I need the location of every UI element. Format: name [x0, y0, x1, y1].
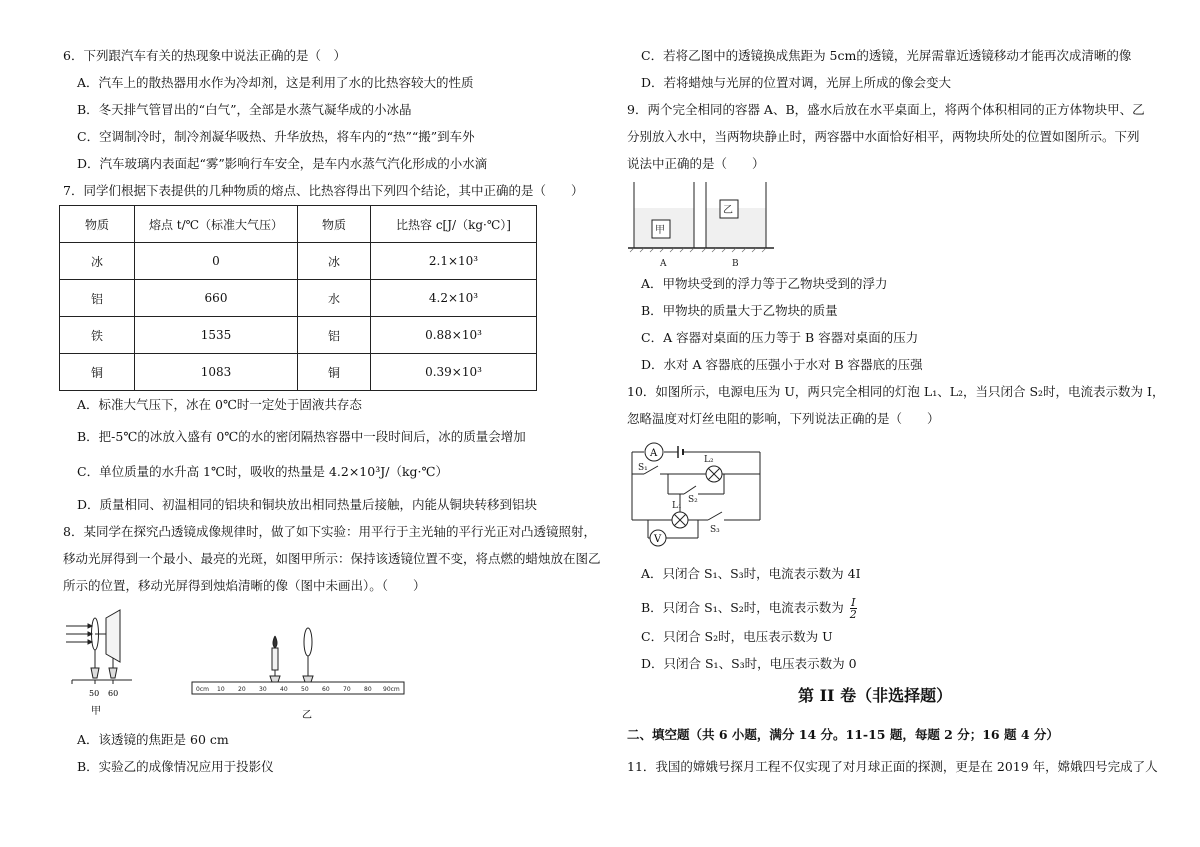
circuit-figure — [628, 440, 772, 552]
properties-table — [59, 205, 537, 391]
lamp-label: L₁ — [672, 501, 682, 511]
ruler-tick: 60 — [322, 686, 330, 693]
ammeter-label: A — [650, 448, 658, 459]
q6-option-b: B．冬天排气管冒出的“白气”，全部是水蒸气凝华成的小冰晶 — [77, 102, 412, 117]
q8-option-c: C．若将乙图中的透镜换成焦距为 5cm的透镜，光屏需靠近透镜移动才能再次成清晰的像 — [641, 48, 1132, 63]
table-header: 熔点 t/℃（标准大气压） — [135, 206, 298, 243]
q10-option-c: C．只闭合 S₂时，电压表示数为 U — [641, 629, 833, 644]
table-cell: 水 — [298, 280, 371, 317]
q9-stem-line: 9．两个完全相同的容器 A、B，盛水后放在水平桌面上，将两个体积相同的正方体物块甲、乙 — [627, 102, 1145, 117]
table-row — [60, 280, 537, 317]
lamp-label: L₂ — [704, 455, 714, 465]
ruler-tick: 0cm — [196, 686, 209, 693]
container-label: B — [732, 259, 739, 269]
ruler-tick: 70 — [343, 686, 351, 693]
table-cell: 2.1×10³ — [371, 243, 537, 280]
q8-option-b: B．实验乙的成像情况应用于投影仪 — [77, 759, 274, 774]
ruler-tick: 20 — [238, 686, 246, 693]
q10-stem-line: 忽略温度对灯丝电阻的影响，下列说法正确的是（ ） — [627, 411, 940, 426]
block-label: 乙 — [723, 205, 733, 216]
table-row — [60, 354, 537, 391]
q10-stem-line: 10．如图所示，电源电压为 U，两只完全相同的灯泡 L₁、L₂，当只闭合 S₂时，电流表示数为 I， — [627, 384, 1165, 399]
q8-stem-line: 8．某同学在探究凸透镜成像规律时，做了如下实验：用平行于主光轴的平行光正对凸透镜照射， — [63, 524, 596, 539]
switch-label: S₂ — [688, 495, 698, 505]
q9-stem-line: 说法中正确的是（ ） — [627, 156, 765, 171]
q9-stem-line: 分别放入水中，当两物块静止时，两容器中水面恰好相平，两物块所处的位置如图所示。下列 — [627, 129, 1140, 144]
fraction-numerator: I — [851, 596, 856, 609]
container-label: A — [660, 259, 667, 269]
ruler-tick: 40 — [280, 686, 288, 693]
q9-option-a: A．甲物块受到的浮力等于乙物块受到的浮力 — [641, 276, 888, 291]
fraction — [850, 597, 857, 620]
ruler-tick: 30 — [259, 686, 267, 693]
lens-figure-jia — [64, 604, 134, 716]
ruler-tick: 60 — [108, 689, 119, 698]
switch-label: S₃ — [710, 525, 720, 535]
ruler-tick: 50 — [301, 686, 309, 693]
q8-stem-line: 所示的位置，移动光屏得到烛焰清晰的像（图中未画出）。（ ） — [63, 578, 426, 593]
section-heading: 二、填空题（共 6 小题，满分 14 分。11-15 题，每题 2 分；16 题 4 分） — [627, 727, 1059, 742]
q10-option-a: A．只闭合 S₁、S₃时，电流表示数为 4I — [641, 566, 861, 581]
q8-stem-line: 移动光屏得到一个最小、最亮的光斑，如图甲所示：保持该透镜位置不变，将点燃的蜡烛放在图乙 — [63, 551, 601, 566]
table-cell: 铁 — [60, 317, 135, 354]
q10-option-d: D．只闭合 S₁、S₃时，电压表示数为 0 — [641, 656, 857, 671]
ruler-tick: 50 — [89, 689, 100, 698]
table-cell: 0 — [135, 243, 298, 280]
q7-option-b: B．把-5℃的冰放入盛有 0℃的水的密闭隔热容器中一段时间后，冰的质量会增加 — [77, 429, 526, 444]
voltmeter-label: V — [654, 534, 662, 545]
q7-stem: 7．同学们根据下表提供的几种物质的熔点、比热容得出下列四个结论，其中正确的是（ ） — [63, 183, 584, 198]
figure-label-yi: 乙 — [302, 710, 312, 720]
q8-option-a: A．该透镜的焦距是 60 cm — [77, 732, 229, 747]
table-cell: 4.2×10³ — [371, 280, 537, 317]
q6-option-a: A．汽车上的散热器用水作为冷却剂，这是利用了水的比热容较大的性质 — [77, 75, 474, 90]
q6-option-d: D．汽车玻璃内表面起“雾”影响行车安全，是车内水蒸气汽化形成的小水滴 — [77, 156, 488, 171]
table-cell: 1083 — [135, 354, 298, 391]
q9-option-d: D．水对 A 容器底的压强小于水对 B 容器底的压强 — [641, 357, 923, 372]
table-header-row — [60, 206, 537, 243]
q6-stem: 6．下列跟汽车有关的热现象中说法正确的是（ ） — [63, 48, 346, 63]
table-header: 物质 — [298, 206, 371, 243]
q9-option-b: B．甲物块的质量大于乙物块的质量 — [641, 303, 838, 318]
q7-option-c: C．单位质量的水升高 1℃时，吸收的热量是 4.2×10³J/（kg·℃） — [77, 464, 448, 479]
fraction-denominator: 2 — [849, 608, 857, 621]
table-cell: 0.39×10³ — [371, 354, 537, 391]
q10-option-b — [641, 597, 857, 620]
table-cell: 1535 — [135, 317, 298, 354]
q6-option-c: C．空调制冷时，制冷剂凝华吸热、升华放热，将车内的“热”“搬”到车外 — [77, 129, 475, 144]
table-cell: 冰 — [60, 243, 135, 280]
part-two-title: 第 II 卷（非选择题） — [798, 686, 953, 705]
table-header: 比热容 c[J/（kg·℃）] — [371, 206, 537, 243]
table-cell: 铜 — [298, 354, 371, 391]
ruler-tick: 80 — [364, 686, 372, 693]
table-cell: 660 — [135, 280, 298, 317]
q10-option-b-text: B．只闭合 S₁、S₂时，电流表示数为 — [641, 600, 844, 615]
q8-option-d: D．若将蜡烛与光屏的位置对调，光屏上所成的像会变大 — [641, 75, 952, 90]
table-cell: 铝 — [60, 280, 135, 317]
figure-label-jia: 甲 — [91, 706, 101, 716]
table-cell: 铝 — [298, 317, 371, 354]
table-row — [60, 243, 537, 280]
containers-figure — [628, 180, 774, 272]
table-cell: 冰 — [298, 243, 371, 280]
ruler-tick: 10 — [217, 686, 225, 693]
q7-option-d: D．质量相同、初温相同的铝块和铜块放出相同热量后接触，内能从铜块转移到铝块 — [77, 497, 538, 512]
candle-figure-yi — [190, 626, 408, 720]
q9-option-c: C．A 容器对桌面的压力等于 B 容器对桌面的压力 — [641, 330, 919, 345]
ruler-tick: 90cm — [383, 686, 400, 693]
block-label: 甲 — [655, 225, 665, 236]
table-cell: 铜 — [60, 354, 135, 391]
switch-label: S₁ — [638, 463, 648, 473]
table-header: 物质 — [60, 206, 135, 243]
q7-option-a: A．标准大气压下，冰在 0℃时一定处于固液共存态 — [77, 397, 362, 412]
table-row — [60, 317, 537, 354]
table-cell: 0.88×10³ — [371, 317, 537, 354]
q11-stem: 11．我国的嫦娥号探月工程不仅实现了对月球正面的探测，更是在 2019 年，嫦娥四号完成了人 — [627, 759, 1158, 774]
